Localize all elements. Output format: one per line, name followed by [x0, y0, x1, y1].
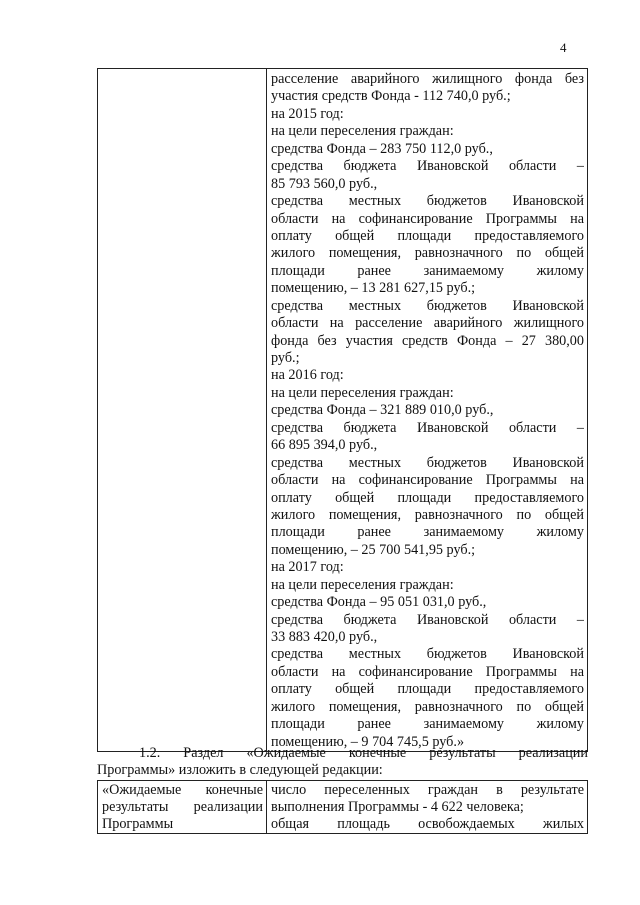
- table-text-line: области на софинансирование Программы на: [271, 210, 584, 227]
- table-text-line: расселение аварийного жилищного фонда без: [271, 71, 584, 87]
- table-text-line: средства бюджета Ивановской области –: [271, 611, 584, 628]
- table-text-line: число переселенных граждан в результате: [271, 782, 584, 798]
- table-text-line: площади ранее занимаемому жилому: [271, 524, 584, 541]
- table-text-line: Программы: [102, 816, 174, 832]
- table-text-line: 33 883 420,0 руб.,: [271, 629, 378, 645]
- table-text-line: жилого помещения, равнозначного по общей: [271, 506, 584, 523]
- table-text-line: 66 895 394,0 руб.,: [271, 437, 378, 454]
- table-text-line: на 2015 год:: [271, 105, 344, 122]
- table-text-line: средства Фонда – 321 889 010,0 руб.,: [271, 402, 494, 419]
- table-text-line: жилого помещения, равнозначного по общей: [271, 698, 584, 715]
- table-text-line: руб.;: [271, 350, 300, 366]
- paragraph-line: 1.2. Раздел «Ожидаемые конечные результаты реализации: [139, 745, 588, 761]
- table-text-line: средства местных бюджетов Ивановской: [271, 454, 584, 471]
- table-text-line: фонда без участия средств Фонда – 27 380,00: [271, 332, 584, 349]
- results-table-label-cell: [98, 781, 267, 834]
- table-text-line: средства бюджета Ивановской области –: [271, 419, 584, 436]
- table-text-line: на 2016 год:: [271, 367, 344, 384]
- table-text-line: средства бюджета Ивановской области –: [271, 158, 584, 175]
- section-paragraph: [97, 745, 588, 779]
- table-text-line: площади ранее занимаемому жилому: [271, 716, 584, 733]
- table-text-line: «Ожидаемые конечные: [102, 782, 263, 798]
- table-text-line: жилого помещения, равнозначного по общей: [271, 245, 584, 262]
- page-number: 4: [560, 40, 567, 55]
- table-text-line: на 2017 год:: [271, 559, 344, 576]
- funding-table-right-cell: [267, 69, 588, 752]
- table-text-line: на цели переселения граждан:: [271, 123, 454, 140]
- table-text-line: оплату общей площади предоставляемого: [271, 489, 584, 506]
- table-text-line: области на софинансирование Программы на: [271, 472, 584, 489]
- results-table-value-cell: [267, 781, 588, 834]
- table-text-line: на цели переселения граждан:: [271, 576, 454, 593]
- table-text-line: средства местных бюджетов Ивановской: [271, 646, 584, 663]
- table-text-line: на цели переселения граждан:: [271, 384, 454, 401]
- table-text-line: средства Фонда – 95 051 031,0 руб.,: [271, 594, 487, 611]
- funding-table: [97, 68, 588, 752]
- table-text-line: помещению, – 9 704 745,5 руб.»: [271, 733, 465, 750]
- table-text-line: средства Фонда – 283 750 112,0 руб.,: [271, 140, 493, 157]
- table-text-line: результаты реализации: [102, 799, 263, 815]
- table-text-line: общая площадь освобождаемых жилых: [271, 816, 584, 832]
- table-text-line: выполнения Программы - 4 622 человека;: [271, 799, 524, 815]
- funding-table-left-cell: [98, 69, 267, 752]
- table-text-line: оплату общей площади предоставляемого: [271, 227, 584, 244]
- table-text-line: средства местных бюджетов Ивановской: [271, 193, 584, 210]
- results-table: [97, 780, 588, 834]
- table-text-line: 85 793 560,0 руб.,: [271, 175, 378, 192]
- paragraph-line: Программы» изложить в следующей редакции:: [97, 762, 383, 778]
- table-text-line: области на расселение аварийного жилищного: [271, 315, 584, 332]
- table-text-line: помещению, – 13 281 627,15 руб.;: [271, 280, 476, 297]
- table-text-line: оплату общей площади предоставляемого: [271, 681, 584, 698]
- table-text-line: области на софинансирование Программы на: [271, 663, 584, 680]
- table-text-line: площади ранее занимаемому жилому: [271, 262, 584, 279]
- table-text-line: участия средств Фонда - 112 740,0 руб.;: [271, 88, 511, 105]
- table-text-line: средства местных бюджетов Ивановской: [271, 297, 584, 314]
- table-text-line: помещению, – 25 700 541,95 руб.;: [271, 541, 476, 558]
